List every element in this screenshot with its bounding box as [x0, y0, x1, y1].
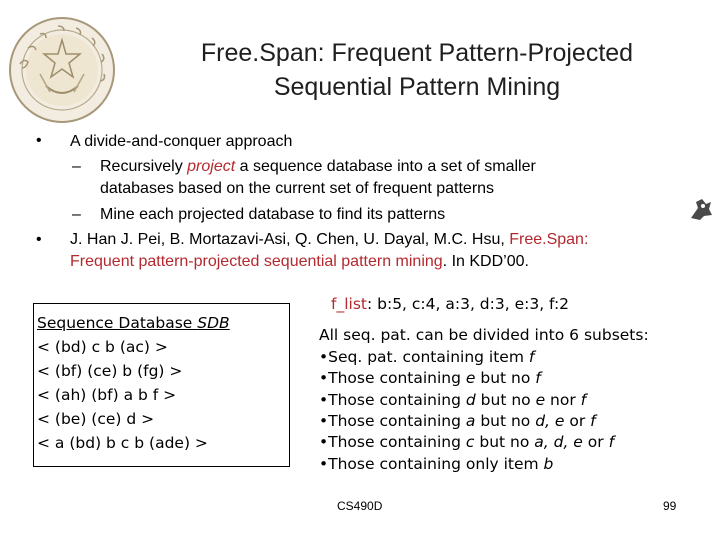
sdb-heading — [37, 313, 230, 334]
subset-text: •Those containing — [319, 391, 466, 409]
subset-item-em: f — [535, 369, 541, 387]
subset-item-em: f — [528, 348, 535, 366]
sdb-row: < a (bd) b c b (ade) > — [37, 434, 208, 452]
title-line-2: Sequential Pattern Mining — [273, 73, 561, 101]
citation-title-start: Free.Span: — [509, 231, 589, 248]
sub-bullet-1 — [100, 156, 536, 177]
subset-item-em: f — [608, 433, 615, 451]
citation-venue: . In KDD’00. — [442, 253, 529, 270]
page-number: 99 — [663, 499, 677, 513]
bullet-marker: • — [36, 132, 42, 149]
corner-ornament-icon — [688, 196, 714, 222]
subset-item — [319, 454, 553, 476]
f-list — [331, 294, 569, 316]
subset-item-em: b — [543, 455, 554, 473]
subset-text: •Those containing — [319, 433, 466, 451]
subset-item-em: c — [465, 433, 475, 451]
university-seal-icon — [6, 14, 118, 126]
citation-authors: J. Han J. Pei, B. Mortazavi-Asi, Q. Chen, U. Dayal, M.C. Hsu, — [70, 231, 510, 248]
subset-item-em: d, e — [535, 412, 565, 430]
footer-course: CS490D — [337, 499, 383, 513]
subset-item — [319, 390, 586, 412]
sub-bullet-1-line-2: databases based on the current set of frequent patterns — [100, 180, 495, 197]
slide-title — [122, 36, 712, 104]
subset-text: •Those containing — [319, 369, 466, 387]
sdb-heading-em: SDB — [197, 314, 230, 332]
subset-item-em: a — [465, 412, 476, 430]
dash-marker: – — [72, 158, 81, 175]
subset-item-em: d — [465, 391, 476, 409]
subset-text: but no — [474, 433, 535, 451]
subset-item-em: f — [580, 391, 587, 409]
subset-item — [319, 411, 596, 433]
sdb-heading-text: Sequence Database — [37, 314, 198, 332]
citation-title-rest: Frequent pattern-projected sequential pattern mining — [70, 253, 443, 270]
dash-marker: – — [72, 206, 81, 223]
subset-item-em: e — [535, 391, 546, 409]
sdb-row: < (be) (ce) d > — [37, 410, 155, 428]
subset-text: •Seq. pat. containing item — [319, 348, 529, 366]
sub-bullet-1-post: a sequence database into a set of smaller — [235, 158, 536, 175]
bullet-marker: • — [36, 231, 42, 248]
subset-text: •Those containing only item — [319, 455, 544, 473]
subset-text: or — [564, 412, 591, 430]
subset-text: but no — [475, 391, 536, 409]
title-line-1: Free.Span: Frequent Pattern-Projected — [200, 39, 634, 67]
subset-item-em: e — [465, 369, 476, 387]
sdb-row: < (ah) (bf) a b f > — [37, 386, 177, 404]
subset-item-em: f — [590, 412, 596, 430]
bullet-1: A divide-and-conquer approach — [70, 133, 293, 150]
sub-bullet-1-em: project — [187, 158, 236, 175]
bullet-2 — [70, 229, 588, 250]
subset-text: but no — [475, 412, 536, 430]
sdb-row: < (bf) (ce) b (fg) > — [37, 362, 183, 380]
subset-text: nor — [545, 391, 581, 409]
sub-bullet-2: Mine each projected database to find its patterns — [100, 206, 446, 223]
f-list-label: f_list — [331, 295, 367, 313]
subset-item — [319, 432, 614, 454]
subset-item — [319, 368, 541, 390]
f-list-values: : b:5, c:4, a:3, d:3, e:3, f:2 — [366, 295, 570, 313]
subset-text: •Those containing — [319, 412, 466, 430]
sdb-row: < (bd) c b (ac) > — [37, 338, 168, 356]
subset-item — [319, 347, 534, 369]
subset-text: or — [582, 433, 609, 451]
subset-text: but no — [475, 369, 536, 387]
sub-bullet-1-pre: Recursively — [100, 158, 188, 175]
subsets-intro: All seq. pat. can be divided into 6 subsets: — [319, 326, 649, 344]
subset-item-em: a, d, e — [534, 433, 583, 451]
bullet-2-line-2 — [70, 251, 529, 272]
